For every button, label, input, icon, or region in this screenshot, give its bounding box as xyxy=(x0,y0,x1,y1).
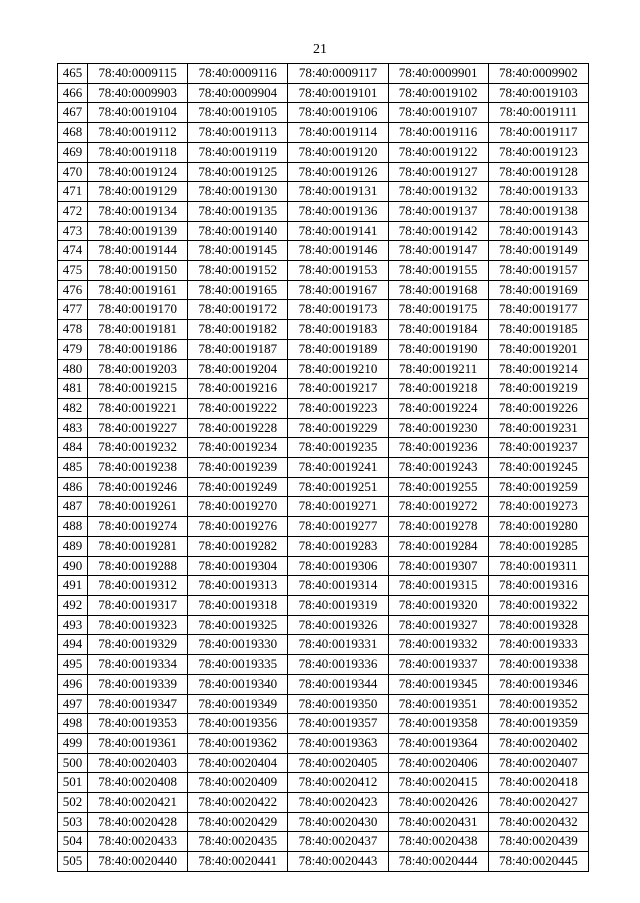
cadastral-number-cell: 78:40:0019116 xyxy=(388,123,488,143)
cadastral-number-cell: 78:40:0019338 xyxy=(488,655,588,675)
page-number: 21 xyxy=(313,42,327,57)
table-row xyxy=(58,674,589,694)
cadastral-number-cell: 78:40:0019255 xyxy=(388,477,488,497)
cadastral-number-cell: 78:40:0019222 xyxy=(188,398,288,418)
cadastral-number-cell: 78:40:0019221 xyxy=(88,398,188,418)
cadastral-number-cell: 78:40:0019183 xyxy=(288,320,388,340)
cadastral-number-cell: 78:40:0019281 xyxy=(88,536,188,556)
cadastral-number-cell: 78:40:0019106 xyxy=(288,103,388,123)
cadastral-number-cell: 78:40:0019139 xyxy=(88,221,188,241)
cadastral-number-cell: 78:40:0019232 xyxy=(88,438,188,458)
cadastral-number-cell: 78:40:0019271 xyxy=(288,497,388,517)
cadastral-number-cell: 78:40:0019123 xyxy=(488,142,588,162)
cadastral-number-cell: 78:40:0019181 xyxy=(88,320,188,340)
cadastral-number-cell: 78:40:0020430 xyxy=(288,812,388,832)
cadastral-number-cell: 78:40:0019152 xyxy=(188,261,288,281)
row-number: 466 xyxy=(58,83,88,103)
cadastral-number-cell: 78:40:0019276 xyxy=(188,517,288,537)
cadastral-table xyxy=(57,63,589,872)
cadastral-number-cell: 78:40:0020404 xyxy=(188,753,288,773)
cadastral-number-cell: 78:40:0019325 xyxy=(188,615,288,635)
cadastral-number-cell: 78:40:0019187 xyxy=(188,339,288,359)
row-number: 498 xyxy=(58,714,88,734)
table-row xyxy=(58,753,589,773)
cadastral-number-cell: 78:40:0019306 xyxy=(288,556,388,576)
cadastral-number-cell: 78:40:0019270 xyxy=(188,497,288,517)
cadastral-number-cell: 78:40:0020443 xyxy=(288,852,388,872)
cadastral-number-cell: 78:40:0020435 xyxy=(188,832,288,852)
cadastral-number-cell: 78:40:0019251 xyxy=(288,477,388,497)
cadastral-number-cell: 78:40:0019278 xyxy=(388,517,488,537)
table-row xyxy=(58,694,589,714)
cadastral-number-cell: 78:40:0019142 xyxy=(388,221,488,241)
cadastral-number-cell: 78:40:0019350 xyxy=(288,694,388,714)
table-row xyxy=(58,123,589,143)
row-number: 502 xyxy=(58,793,88,813)
table-row xyxy=(58,615,589,635)
cadastral-number-cell: 78:40:0019124 xyxy=(88,162,188,182)
table-row xyxy=(58,241,589,261)
table-row xyxy=(58,832,589,852)
row-number: 483 xyxy=(58,418,88,438)
cadastral-number-cell: 78:40:0019312 xyxy=(88,576,188,596)
cadastral-number-cell: 78:40:0019132 xyxy=(388,182,488,202)
row-number: 465 xyxy=(58,64,88,84)
cadastral-number-cell: 78:40:0019335 xyxy=(188,655,288,675)
cadastral-number-cell: 78:40:0019235 xyxy=(288,438,388,458)
cadastral-number-cell: 78:40:0019231 xyxy=(488,418,588,438)
cadastral-number-cell: 78:40:0019129 xyxy=(88,182,188,202)
cadastral-number-cell: 78:40:0009115 xyxy=(88,64,188,84)
cadastral-number-cell: 78:40:0019147 xyxy=(388,241,488,261)
row-number: 484 xyxy=(58,438,88,458)
cadastral-number-cell: 78:40:0019219 xyxy=(488,379,588,399)
cadastral-number-cell: 78:40:0019259 xyxy=(488,477,588,497)
cadastral-number-cell: 78:40:0019277 xyxy=(288,517,388,537)
table-row xyxy=(58,201,589,221)
cadastral-number-cell: 78:40:0019135 xyxy=(188,201,288,221)
cadastral-number-cell: 78:40:0020431 xyxy=(388,812,488,832)
cadastral-number-cell: 78:40:0019167 xyxy=(288,280,388,300)
table-row xyxy=(58,418,589,438)
cadastral-number-cell: 78:40:0019359 xyxy=(488,714,588,734)
table-row xyxy=(58,162,589,182)
table-row xyxy=(58,379,589,399)
cadastral-number-cell: 78:40:0019304 xyxy=(188,556,288,576)
cadastral-number-cell: 78:40:0009116 xyxy=(188,64,288,84)
row-number: 472 xyxy=(58,201,88,221)
cadastral-number-cell: 78:40:0019227 xyxy=(88,418,188,438)
cadastral-number-cell: 78:40:0020405 xyxy=(288,753,388,773)
cadastral-number-cell: 78:40:0019169 xyxy=(488,280,588,300)
cadastral-number-cell: 78:40:0019336 xyxy=(288,655,388,675)
cadastral-number-cell: 78:40:0019284 xyxy=(388,536,488,556)
row-number: 476 xyxy=(58,280,88,300)
row-number: 470 xyxy=(58,162,88,182)
cadastral-number-cell: 78:40:0020422 xyxy=(188,793,288,813)
cadastral-number-cell: 78:40:0020439 xyxy=(488,832,588,852)
cadastral-number-cell: 78:40:0019328 xyxy=(488,615,588,635)
row-number: 497 xyxy=(58,694,88,714)
cadastral-number-cell: 78:40:0019329 xyxy=(88,635,188,655)
cadastral-number-cell: 78:40:0020418 xyxy=(488,773,588,793)
table-row xyxy=(58,359,589,379)
cadastral-number-cell: 78:40:0020412 xyxy=(288,773,388,793)
cadastral-number-cell: 78:40:0020407 xyxy=(488,753,588,773)
cadastral-number-cell: 78:40:0019112 xyxy=(88,123,188,143)
cadastral-number-cell: 78:40:0019364 xyxy=(388,733,488,753)
cadastral-number-cell: 78:40:0019201 xyxy=(488,339,588,359)
cadastral-number-cell: 78:40:0020421 xyxy=(88,793,188,813)
cadastral-number-cell: 78:40:0019228 xyxy=(188,418,288,438)
cadastral-number-cell: 78:40:0019323 xyxy=(88,615,188,635)
cadastral-number-cell: 78:40:0019190 xyxy=(388,339,488,359)
cadastral-number-cell: 78:40:0019155 xyxy=(388,261,488,281)
cadastral-number-cell: 78:40:0019313 xyxy=(188,576,288,596)
cadastral-number-cell: 78:40:0019283 xyxy=(288,536,388,556)
cadastral-number-cell: 78:40:0019120 xyxy=(288,142,388,162)
row-number: 478 xyxy=(58,320,88,340)
table-row xyxy=(58,536,589,556)
row-number: 477 xyxy=(58,300,88,320)
row-number: 480 xyxy=(58,359,88,379)
cadastral-number-cell: 78:40:0019102 xyxy=(388,83,488,103)
cadastral-number-cell: 78:40:0019356 xyxy=(188,714,288,734)
cadastral-number-cell: 78:40:0019105 xyxy=(188,103,288,123)
cadastral-number-cell: 78:40:0019357 xyxy=(288,714,388,734)
table-row xyxy=(58,852,589,872)
table-row xyxy=(58,261,589,281)
cadastral-number-cell: 78:40:0019311 xyxy=(488,556,588,576)
cadastral-number-cell: 78:40:0009903 xyxy=(88,83,188,103)
cadastral-number-cell: 78:40:0019340 xyxy=(188,674,288,694)
table-row xyxy=(58,320,589,340)
cadastral-number-cell: 78:40:0019362 xyxy=(188,733,288,753)
cadastral-number-cell: 78:40:0019332 xyxy=(388,635,488,655)
row-number: 496 xyxy=(58,674,88,694)
cadastral-number-cell: 78:40:0020440 xyxy=(88,852,188,872)
table-row xyxy=(58,477,589,497)
cadastral-number-cell: 78:40:0019314 xyxy=(288,576,388,596)
cadastral-number-cell: 78:40:0020429 xyxy=(188,812,288,832)
cadastral-number-cell: 78:40:0020428 xyxy=(88,812,188,832)
cadastral-number-cell: 78:40:0020403 xyxy=(88,753,188,773)
cadastral-number-cell: 78:40:0020427 xyxy=(488,793,588,813)
cadastral-number-cell: 78:40:0019316 xyxy=(488,576,588,596)
cadastral-number-cell: 78:40:0019280 xyxy=(488,517,588,537)
cadastral-number-cell: 78:40:0019173 xyxy=(288,300,388,320)
cadastral-number-cell: 78:40:0019218 xyxy=(388,379,488,399)
cadastral-number-cell: 78:40:0019352 xyxy=(488,694,588,714)
cadastral-number-cell: 78:40:0019241 xyxy=(288,458,388,478)
cadastral-number-cell: 78:40:0020426 xyxy=(388,793,488,813)
cadastral-number-cell: 78:40:0019272 xyxy=(388,497,488,517)
cadastral-number-cell: 78:40:0019145 xyxy=(188,241,288,261)
cadastral-number-cell: 78:40:0019107 xyxy=(388,103,488,123)
cadastral-number-cell: 78:40:0019165 xyxy=(188,280,288,300)
cadastral-number-cell: 78:40:0019157 xyxy=(488,261,588,281)
cadastral-number-cell: 78:40:0019224 xyxy=(388,398,488,418)
cadastral-number-cell: 78:40:0019216 xyxy=(188,379,288,399)
cadastral-number-cell: 78:40:0019322 xyxy=(488,595,588,615)
row-number: 500 xyxy=(58,753,88,773)
row-number: 467 xyxy=(58,103,88,123)
cadastral-number-cell: 78:40:0019150 xyxy=(88,261,188,281)
cadastral-number-cell: 78:40:0009902 xyxy=(488,64,588,84)
cadastral-number-cell: 78:40:0019288 xyxy=(88,556,188,576)
table-row xyxy=(58,773,589,793)
cadastral-number-cell: 78:40:0019326 xyxy=(288,615,388,635)
cadastral-number-cell: 78:40:0019170 xyxy=(88,300,188,320)
cadastral-number-cell: 78:40:0019226 xyxy=(488,398,588,418)
cadastral-number-cell: 78:40:0019230 xyxy=(388,418,488,438)
cadastral-number-cell: 78:40:0019130 xyxy=(188,182,288,202)
cadastral-number-cell: 78:40:0019114 xyxy=(288,123,388,143)
cadastral-number-cell: 78:40:0019243 xyxy=(388,458,488,478)
cadastral-number-cell: 78:40:0019315 xyxy=(388,576,488,596)
cadastral-number-cell: 78:40:0019331 xyxy=(288,635,388,655)
row-number: 505 xyxy=(58,852,88,872)
row-number: 471 xyxy=(58,182,88,202)
row-number: 481 xyxy=(58,379,88,399)
table-row xyxy=(58,635,589,655)
cadastral-number-cell: 78:40:0020437 xyxy=(288,832,388,852)
cadastral-number-cell: 78:40:0020423 xyxy=(288,793,388,813)
cadastral-number-cell: 78:40:0019318 xyxy=(188,595,288,615)
row-number: 482 xyxy=(58,398,88,418)
cadastral-number-cell: 78:40:0019126 xyxy=(288,162,388,182)
row-number: 486 xyxy=(58,477,88,497)
cadastral-number-cell: 78:40:0019104 xyxy=(88,103,188,123)
cadastral-number-cell: 78:40:0019149 xyxy=(488,241,588,261)
row-number: 492 xyxy=(58,595,88,615)
cadastral-number-cell: 78:40:0019347 xyxy=(88,694,188,714)
table-row xyxy=(58,103,589,123)
row-number: 504 xyxy=(58,832,88,852)
cadastral-number-cell: 78:40:0019143 xyxy=(488,221,588,241)
row-number: 489 xyxy=(58,536,88,556)
cadastral-number-cell: 78:40:0019353 xyxy=(88,714,188,734)
table-row xyxy=(58,655,589,675)
cadastral-number-cell: 78:40:0019141 xyxy=(288,221,388,241)
table-row xyxy=(58,438,589,458)
table-row xyxy=(58,576,589,596)
cadastral-number-cell: 78:40:0019217 xyxy=(288,379,388,399)
cadastral-number-cell: 78:40:0019274 xyxy=(88,517,188,537)
cadastral-number-cell: 78:40:0019161 xyxy=(88,280,188,300)
row-number: 487 xyxy=(58,497,88,517)
table-row xyxy=(58,339,589,359)
cadastral-number-cell: 78:40:0019327 xyxy=(388,615,488,635)
row-number: 475 xyxy=(58,261,88,281)
cadastral-number-cell: 78:40:0020415 xyxy=(388,773,488,793)
row-number: 499 xyxy=(58,733,88,753)
cadastral-number-cell: 78:40:0019229 xyxy=(288,418,388,438)
cadastral-number-cell: 78:40:0020433 xyxy=(88,832,188,852)
cadastral-number-cell: 78:40:0019358 xyxy=(388,714,488,734)
row-number: 494 xyxy=(58,635,88,655)
row-number: 479 xyxy=(58,339,88,359)
table-row xyxy=(58,280,589,300)
cadastral-number-cell: 78:40:0019237 xyxy=(488,438,588,458)
cadastral-number-cell: 78:40:0020432 xyxy=(488,812,588,832)
cadastral-number-cell: 78:40:0019117 xyxy=(488,123,588,143)
cadastral-number-cell: 78:40:0019101 xyxy=(288,83,388,103)
cadastral-number-cell: 78:40:0019307 xyxy=(388,556,488,576)
cadastral-number-cell: 78:40:0019344 xyxy=(288,674,388,694)
table-row xyxy=(58,812,589,832)
cadastral-number-cell: 78:40:0019127 xyxy=(388,162,488,182)
cadastral-number-cell: 78:40:0019273 xyxy=(488,497,588,517)
cadastral-number-cell: 78:40:0020409 xyxy=(188,773,288,793)
cadastral-number-cell: 78:40:0019261 xyxy=(88,497,188,517)
cadastral-number-cell: 78:40:0019168 xyxy=(388,280,488,300)
table-row xyxy=(58,556,589,576)
cadastral-number-cell: 78:40:0019144 xyxy=(88,241,188,261)
cadastral-number-cell: 78:40:0019245 xyxy=(488,458,588,478)
table-row xyxy=(58,458,589,478)
row-number: 503 xyxy=(58,812,88,832)
cadastral-number-cell: 78:40:0020444 xyxy=(388,852,488,872)
cadastral-number-cell: 78:40:0019210 xyxy=(288,359,388,379)
table-row xyxy=(58,714,589,734)
cadastral-number-cell: 78:40:0019330 xyxy=(188,635,288,655)
table-row xyxy=(58,64,589,84)
cadastral-number-cell: 78:40:0019146 xyxy=(288,241,388,261)
cadastral-number-cell: 78:40:0009901 xyxy=(388,64,488,84)
cadastral-number-cell: 78:40:0019184 xyxy=(388,320,488,340)
cadastral-number-cell: 78:40:0019249 xyxy=(188,477,288,497)
table-row xyxy=(58,221,589,241)
cadastral-number-cell: 78:40:0019238 xyxy=(88,458,188,478)
cadastral-number-cell: 78:40:0019119 xyxy=(188,142,288,162)
cadastral-number-cell: 78:40:0019172 xyxy=(188,300,288,320)
cadastral-number-cell: 78:40:0020406 xyxy=(388,753,488,773)
cadastral-number-cell: 78:40:0009117 xyxy=(288,64,388,84)
row-number: 469 xyxy=(58,142,88,162)
cadastral-number-cell: 78:40:0019128 xyxy=(488,162,588,182)
cadastral-number-cell: 78:40:0019337 xyxy=(388,655,488,675)
cadastral-number-cell: 78:40:0019189 xyxy=(288,339,388,359)
row-number: 493 xyxy=(58,615,88,635)
cadastral-number-cell: 78:40:0019285 xyxy=(488,536,588,556)
table-row xyxy=(58,142,589,162)
cadastral-number-cell: 78:40:0019236 xyxy=(388,438,488,458)
cadastral-number-cell: 78:40:0019333 xyxy=(488,635,588,655)
cadastral-number-cell: 78:40:0019282 xyxy=(188,536,288,556)
cadastral-number-cell: 78:40:0019137 xyxy=(388,201,488,221)
cadastral-number-cell: 78:40:0019203 xyxy=(88,359,188,379)
cadastral-number-cell: 78:40:0019118 xyxy=(88,142,188,162)
table-row xyxy=(58,595,589,615)
cadastral-number-cell: 78:40:0019351 xyxy=(388,694,488,714)
cadastral-number-cell: 78:40:0019214 xyxy=(488,359,588,379)
cadastral-number-cell: 78:40:0019153 xyxy=(288,261,388,281)
cadastral-number-cell: 78:40:0019345 xyxy=(388,674,488,694)
row-number: 501 xyxy=(58,773,88,793)
cadastral-number-cell: 78:40:0019334 xyxy=(88,655,188,675)
cadastral-number-cell: 78:40:0019185 xyxy=(488,320,588,340)
cadastral-number-cell: 78:40:0019211 xyxy=(388,359,488,379)
cadastral-number-cell: 78:40:0019320 xyxy=(388,595,488,615)
cadastral-number-cell: 78:40:0019138 xyxy=(488,201,588,221)
cadastral-number-cell: 78:40:0019136 xyxy=(288,201,388,221)
cadastral-number-cell: 78:40:0019346 xyxy=(488,674,588,694)
cadastral-number-cell: 78:40:0019103 xyxy=(488,83,588,103)
row-number: 468 xyxy=(58,123,88,143)
cadastral-number-cell: 78:40:0019182 xyxy=(188,320,288,340)
cadastral-number-cell: 78:40:0020438 xyxy=(388,832,488,852)
table-row xyxy=(58,497,589,517)
row-number: 488 xyxy=(58,517,88,537)
cadastral-number-cell: 78:40:0019204 xyxy=(188,359,288,379)
table-row xyxy=(58,182,589,202)
cadastral-number-cell: 78:40:0019177 xyxy=(488,300,588,320)
row-number: 491 xyxy=(58,576,88,596)
cadastral-number-cell: 78:40:0019317 xyxy=(88,595,188,615)
cadastral-number-cell: 78:40:0019175 xyxy=(388,300,488,320)
cadastral-number-cell: 78:40:0019361 xyxy=(88,733,188,753)
table-row xyxy=(58,793,589,813)
cadastral-number-cell: 78:40:0019246 xyxy=(88,477,188,497)
row-number: 490 xyxy=(58,556,88,576)
cadastral-table-body xyxy=(58,64,589,872)
table-row xyxy=(58,83,589,103)
cadastral-number-cell: 78:40:0019239 xyxy=(188,458,288,478)
cadastral-number-cell: 78:40:0019223 xyxy=(288,398,388,418)
cadastral-number-cell: 78:40:0020408 xyxy=(88,773,188,793)
cadastral-number-cell: 78:40:0019319 xyxy=(288,595,388,615)
table-row xyxy=(58,398,589,418)
cadastral-number-cell: 78:40:0019113 xyxy=(188,123,288,143)
cadastral-number-cell: 78:40:0019122 xyxy=(388,142,488,162)
cadastral-number-cell: 78:40:0020402 xyxy=(488,733,588,753)
cadastral-number-cell: 78:40:0019349 xyxy=(188,694,288,714)
cadastral-number-cell: 78:40:0020445 xyxy=(488,852,588,872)
cadastral-number-cell: 78:40:0019133 xyxy=(488,182,588,202)
row-number: 473 xyxy=(58,221,88,241)
table-row xyxy=(58,733,589,753)
row-number: 485 xyxy=(58,458,88,478)
cadastral-number-cell: 78:40:0019134 xyxy=(88,201,188,221)
cadastral-number-cell: 78:40:0019125 xyxy=(188,162,288,182)
table-row xyxy=(58,300,589,320)
cadastral-number-cell: 78:40:0019140 xyxy=(188,221,288,241)
cadastral-number-cell: 78:40:0019111 xyxy=(488,103,588,123)
cadastral-number-cell: 78:40:0020441 xyxy=(188,852,288,872)
row-number: 474 xyxy=(58,241,88,261)
cadastral-number-cell: 78:40:0019234 xyxy=(188,438,288,458)
cadastral-number-cell: 78:40:0019363 xyxy=(288,733,388,753)
cadastral-number-cell: 78:40:0019215 xyxy=(88,379,188,399)
cadastral-number-cell: 78:40:0019186 xyxy=(88,339,188,359)
table-row xyxy=(58,517,589,537)
cadastral-number-cell: 78:40:0019131 xyxy=(288,182,388,202)
cadastral-number-cell: 78:40:0019339 xyxy=(88,674,188,694)
row-number: 495 xyxy=(58,655,88,675)
cadastral-number-cell: 78:40:0009904 xyxy=(188,83,288,103)
